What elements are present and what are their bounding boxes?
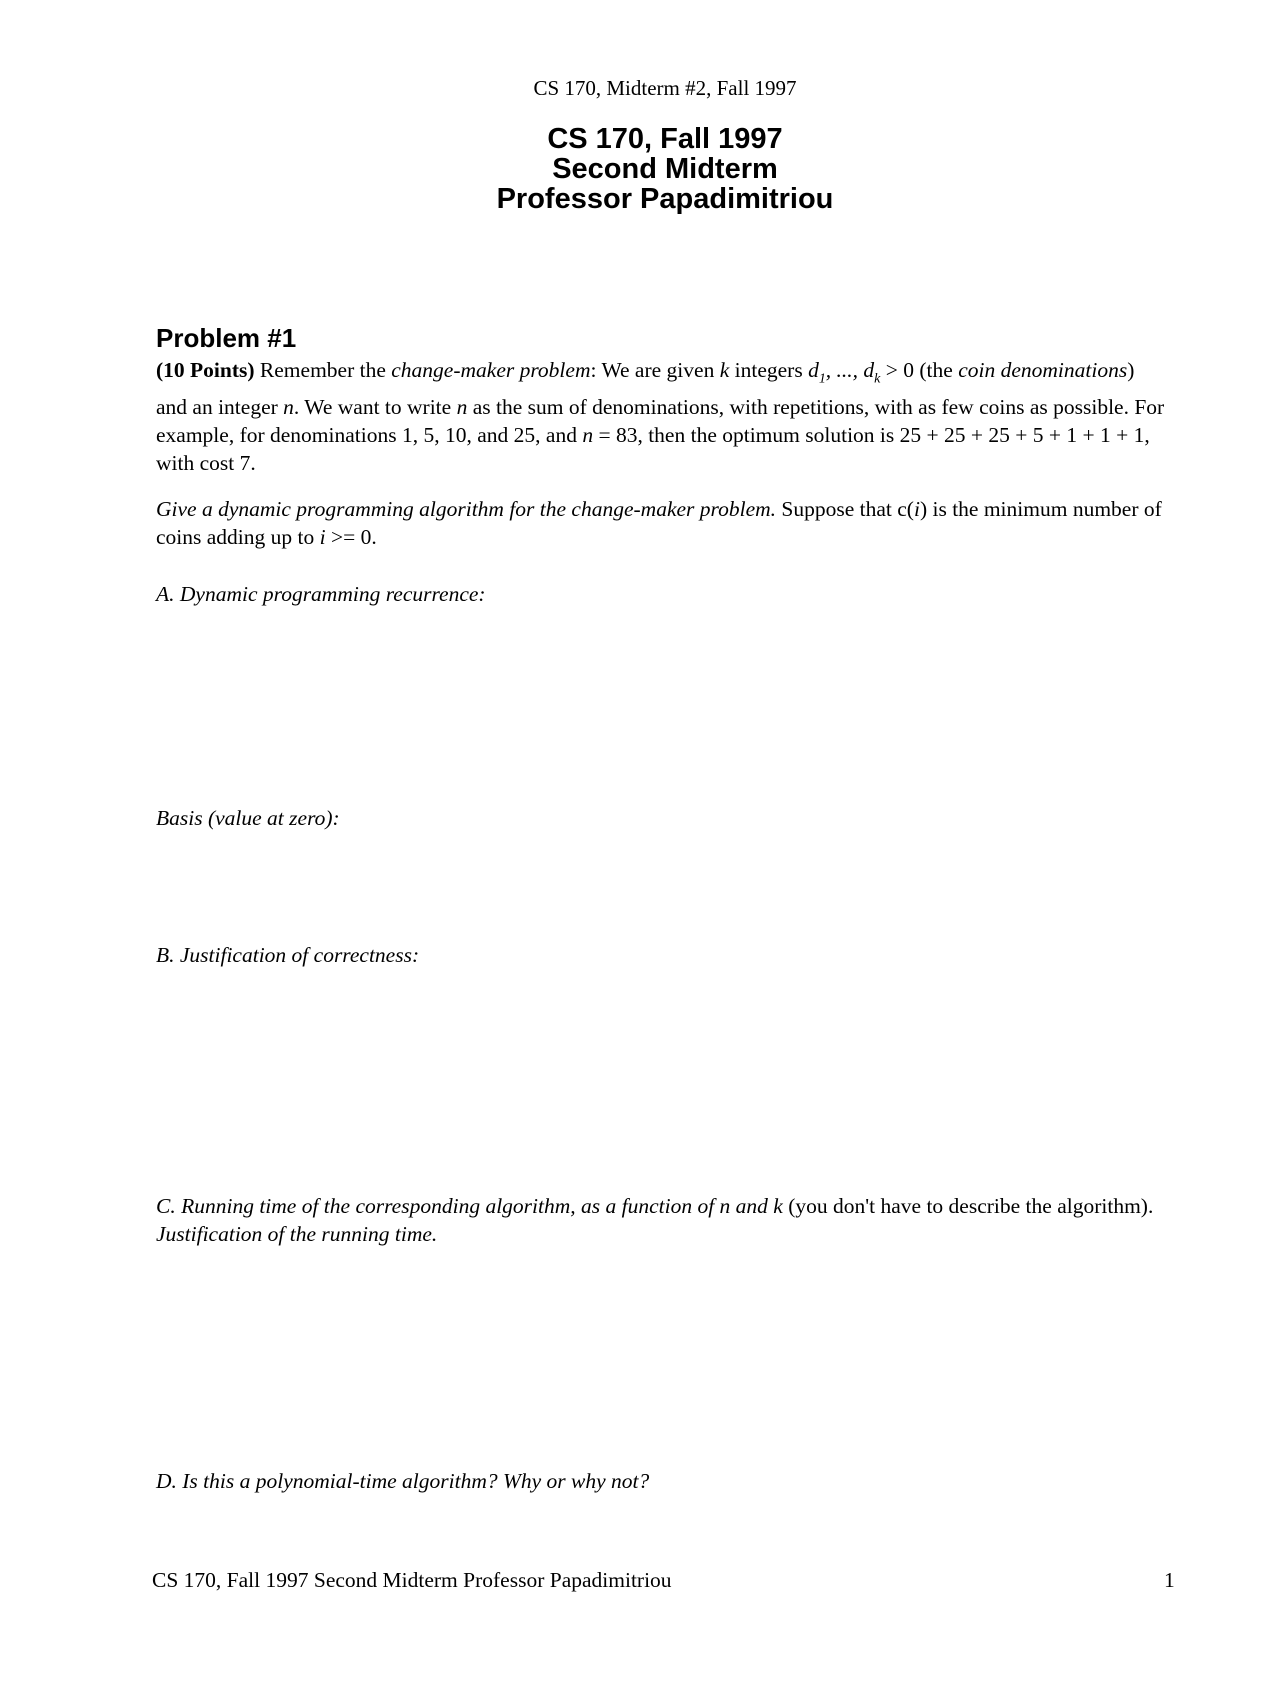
exam-title xyxy=(0,124,1280,214)
problem-heading: Problem #1 xyxy=(156,323,297,353)
points-label: (10 Points) xyxy=(156,358,255,382)
running-header: CS 170, Midterm #2, Fall 1997 xyxy=(533,76,797,100)
section-a-label: A. Dynamic programming recurrence: xyxy=(156,582,486,606)
section-d-label: D. Is this a polynomial-time algorithm? Why or why not? xyxy=(156,1469,650,1493)
title-course: CS 170, Fall 1997 xyxy=(547,123,783,155)
term-coin-denominations: coin denominations xyxy=(958,358,1128,382)
section-c-label: C. Running time of the corresponding algorithm, as a function of n and k (you don't have to describe the algorithm). Justification of the running time. xyxy=(156,1194,1154,1246)
title-exam: Second Midterm xyxy=(552,153,778,185)
basis-label: Basis (value at zero): xyxy=(156,806,340,830)
footer-text: CS 170, Fall 1997 Second Midterm Professor Papadimitriou xyxy=(152,1568,672,1592)
title-professor: Professor Papadimitriou xyxy=(496,183,834,215)
page-number: 1 xyxy=(1164,1568,1175,1592)
problem-statement: (10 Points) Remember the change-maker problem: We are given k integers $d_1$, ..., $d_k > 0$ (the coin denominations) and an integer n. We want to write n as the sum of denominations, with repetitions, with as few coins as possible. For example, for denominations 1, 5, 10, and 25, and n = 83, then the optimum solution is 25 + 25 + 25 + 5 + 1 + 1 + 1, with cost 7. xyxy=(156,358,1165,476)
task-statement: Give a dynamic programming algorithm for the change-maker problem. Suppose that c(i) is the minimum number of coins adding up to i >= 0. xyxy=(156,497,1162,549)
term-change-maker: change-maker problem xyxy=(391,358,591,382)
section-b-label: B. Justification of correctness: xyxy=(156,943,420,967)
